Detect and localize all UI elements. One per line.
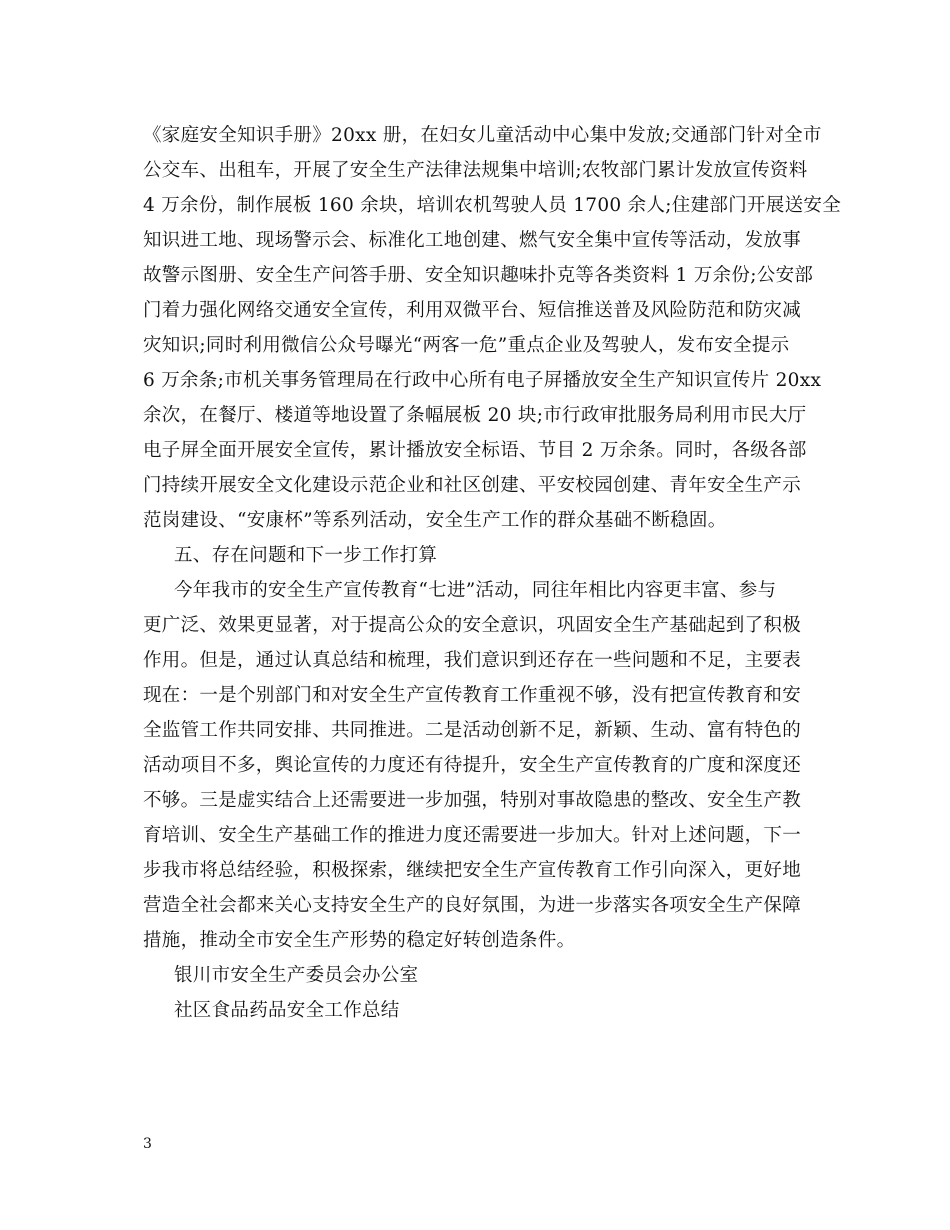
- text-line: 措施，推动全市安全生产形势的稳定好转创造条件。: [143, 930, 576, 951]
- text-line: 现在：一是个别部门和对安全生产宣传教育工作重视不够，没有把宣传教育和安: [143, 685, 802, 706]
- text-line: 全监管工作共同安排、共同推进。二是活动创新不足，新颖、生动、富有特色的: [143, 720, 802, 741]
- text-line: 门着力强化网络交通安全宣传，利用双微平台、短信推送普及风险防范和防灾减: [143, 300, 802, 321]
- text-line: 育培训、安全生产基础工作的推进力度还需要进一步加大。针对上述问题，下一: [143, 825, 802, 846]
- text-line: 步我市将总结经验，积极探索，继续把安全生产宣传教育工作引向深入，更好地: [143, 860, 802, 881]
- section-heading: 五、存在问题和下一步工作打算: [174, 545, 438, 566]
- text-line: 不够。三是虚实结合上还需要进一步加强，特别对事故隐患的整改、安全生产教: [143, 790, 802, 811]
- text-line: 作用。但是，通过认真总结和梳理，我们意识到还存在一些问题和不足，主要表: [143, 650, 802, 671]
- text-line: 今年我市的安全生产宣传教育“七进”活动，同往年相比内容更丰富、参与: [174, 580, 777, 601]
- text-line: 6 万余条;市机关事务管理局在行政中心所有电子屏播放安全生产知识宣传片 20xx: [143, 370, 822, 391]
- signature-organization: 银川市安全生产委员会办公室: [174, 965, 419, 986]
- text-line: 余次，在餐厅、楼道等地设置了条幅展板 20 块;市行政审批服务局利用市民大厅: [143, 405, 807, 426]
- text-line: 《家庭安全知识手册》20xx 册，在妇女儿童活动中心集中发放;交通部门针对全市: [143, 125, 822, 146]
- document-body: [143, 118, 842, 1028]
- text-line: 知识进工地、现场警示会、标准化工地创建、燃气安全集中宣传等活动，发放事: [143, 230, 802, 251]
- text-line: 更广泛、效果更显著，对于提高公众的安全意识，巩固安全生产基础起到了积极: [143, 615, 802, 636]
- text-line: 电子屏全面开展安全宣传，累计播放安全标语、节目 2 万余条。同时，各级各部: [143, 440, 807, 461]
- page-number: 3: [143, 1136, 152, 1152]
- text-line: 4 万余份，制作展板 160 余块，培训农机驾驶人员 1700 余人;住建部门开展送安全: [143, 195, 842, 216]
- text-line: 营造全社会都来关心支持安全生产的良好氛围，为进一步落实各项安全生产保障: [143, 895, 802, 916]
- next-document-title: 社区食品药品安全工作总结: [174, 1000, 400, 1021]
- text-line: 活动项目不多，舆论宣传的力度还有待提升，安全生产宣传教育的广度和深度还: [143, 755, 802, 776]
- text-line: 灾知识;同时利用微信公众号曝光“两客一危”重点企业及驾驶人，发布安全提示: [143, 335, 790, 356]
- text-line: 门持续开展安全文化建设示范企业和社区创建、平安校园创建、青年安全生产示: [143, 475, 802, 496]
- text-line: 故警示图册、安全生产问答手册、安全知识趣味扑克等各类资料 1 万余份;公安部: [143, 265, 814, 286]
- paragraph-problems-and-plans: [143, 573, 811, 958]
- text-line: 范岗建设、“安康杯”等系列活动，安全生产工作的群众基础不断稳固。: [143, 510, 727, 531]
- text-line: 公交车、出租车，开展了安全生产法律法规集中培训;农牧部门累计发放宣传资料: [143, 160, 808, 181]
- paragraph-department-activities: [143, 118, 842, 538]
